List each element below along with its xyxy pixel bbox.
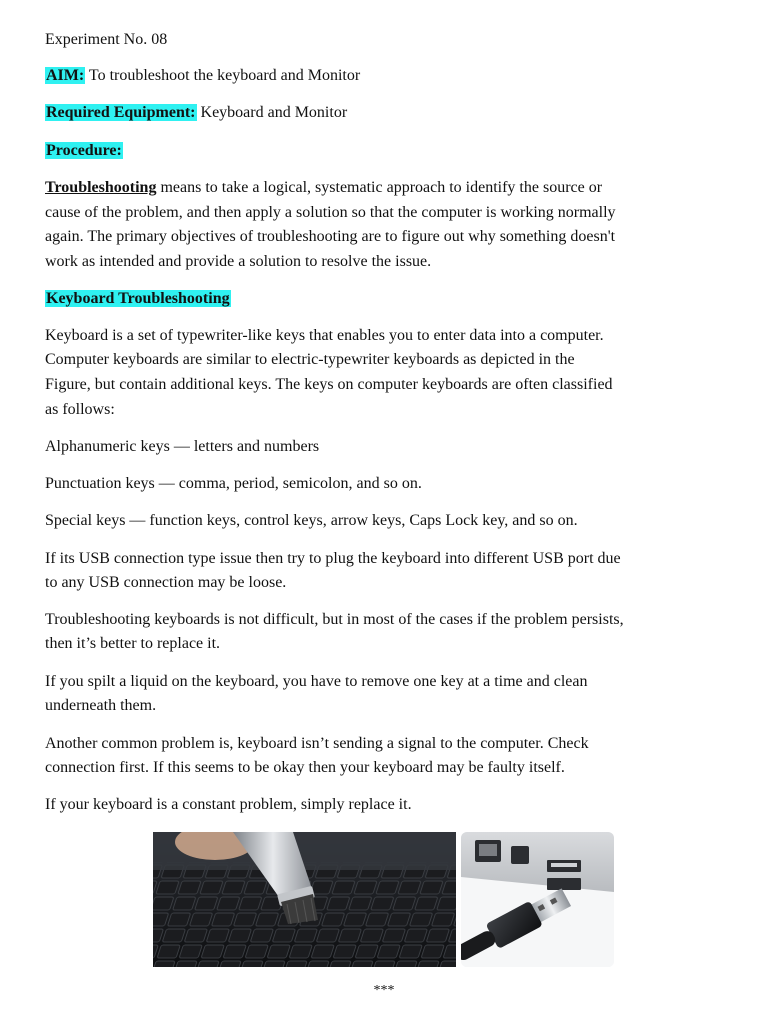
equipment-label: Required Equipment: — [46, 104, 196, 121]
intro-line-3: again. The primary objectives of troubleshooting are to figure out why something doesn't — [45, 228, 616, 245]
alphanumeric-keys: Alphanumeric keys — letters and numbers — [45, 438, 320, 455]
signal-line-1: Another common problem is, keyboard isn’t sending a signal to the computer. Check — [45, 735, 589, 752]
intro-line-2: cause of the problem, and then apply a solution so that the computer is working normally — [45, 204, 616, 221]
intro-line-1 — [45, 176, 602, 200]
troubleshooting-term: Troubleshooting — [45, 179, 157, 196]
keyboard-para-line-3: Figure, but contain additional keys. The keys on computer keyboards are often classified — [45, 376, 613, 393]
procedure-line — [45, 139, 123, 163]
constant-problem-line: If your keyboard is a constant problem, simply replace it. — [45, 796, 412, 813]
signal-line-2: connection first. If this seems to be okay then your keyboard may be faulty itself. — [45, 759, 565, 776]
usb-line-2: to any USB connection may be loose. — [45, 574, 287, 591]
usb-line-1: If its USB connection type issue then try to plug the keyboard into different USB port due — [45, 550, 621, 567]
liquid-line-2: underneath them. — [45, 697, 157, 714]
keyboard-heading: Keyboard Troubleshooting — [46, 290, 230, 307]
punctuation-keys: Punctuation keys — comma, period, semicolon, and so on. — [45, 475, 422, 492]
end-marker: *** — [373, 983, 395, 998]
liquid-line-1: If you spilt a liquid on the keyboard, you have to remove one key at a time and clean — [45, 673, 588, 690]
equipment-line — [45, 101, 347, 125]
keyboard-para-line-2: Computer keyboards are similar to electric-typewriter keyboards as depicted in the — [45, 351, 575, 368]
keyboard-para-line-1: Keyboard is a set of typewriter-like keys that enables you to enter data into a computer. — [45, 327, 604, 344]
experiment-number: Experiment No. 08 — [45, 31, 168, 48]
keyboard-cleaning-photo — [153, 832, 456, 967]
usb-plug-photo — [461, 832, 614, 967]
keyboard-heading-line — [45, 287, 231, 311]
aim-text: To troubleshoot the keyboard and Monitor — [85, 67, 361, 84]
procedure-label: Procedure: — [46, 142, 122, 159]
equipment-text: Keyboard and Monitor — [196, 104, 348, 121]
keyboard-para-line-4: as follows: — [45, 401, 115, 418]
special-keys: Special keys — function keys, control keys, arrow keys, Caps Lock key, and so on. — [45, 512, 578, 529]
intro-text-1: means to take a logical, systematic approach to identify the source or — [156, 179, 603, 196]
intro-line-4: work as intended and provide a solution to resolve the issue. — [45, 253, 432, 270]
replace-line-1: Troubleshooting keyboards is not difficult, but in most of the cases if the problem persists, — [45, 611, 624, 628]
aim-label: AIM: — [46, 67, 85, 84]
replace-line-2: then it’s better to replace it. — [45, 635, 221, 652]
aim-line — [45, 64, 360, 88]
